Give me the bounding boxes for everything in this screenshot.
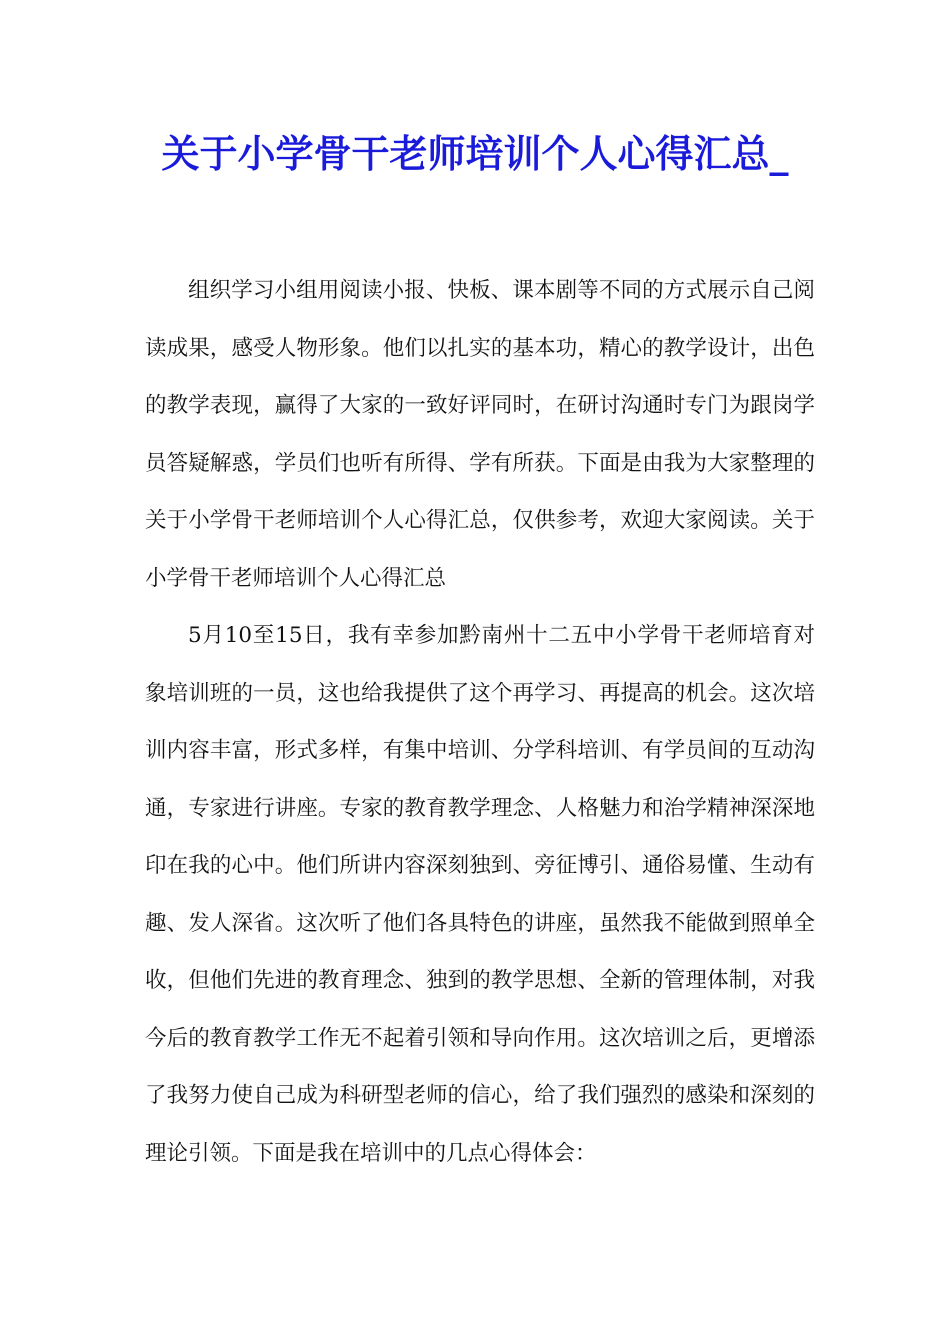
- paragraph-intro: 组织学习小组用阅读小报、快板、课本剧等不同的方式展示自己阅读成果，感受人物形象。他们以扎实的基本功，精心的教学设计，出色的教学表现，赢得了大家的一致好评同时，在研讨沟通时专门为跟岗学员答疑解惑，学员们也听有所得、学有所获。下面是由我为大家整理的关于小学骨干老师培训个人心得汇总，仅供参考，欢迎大家阅读。关于小学骨干老师培训个人心得汇总: [145, 278, 815, 591]
- document-title: 关于小学骨干老师培训个人心得汇总_: [161, 131, 789, 176]
- paragraph-training: 5月10至15日，我有幸参加黔南州十二五中小学骨干老师培育对象培训班的一员，这也给我提供了这个再学习、再提高的机会。这次培训内容丰富，形式多样，有集中培训、分学科培训、有学员间的互动沟通，专家进行讲座。专家的教育教学理念、人格魅力和治学精神深深地印在我的心中。他们所讲内容深刻独到、旁征博引、通俗易懂、生动有趣、发人深省。这次听了他们各具特色的讲座，虽然我不能做到照单全收，但他们先进的教育理念、独到的教学思想、全新的管理体制，对我今后的教育教学工作无不起着引领和导向作用。这次培训之后，更增添了我努力使自己成为科研型老师的信心，给了我们强烈的感染和深刻的理论引领。下面是我在培训中的几点心得体会：: [145, 623, 815, 1166]
- document-body: [145, 262, 815, 1182]
